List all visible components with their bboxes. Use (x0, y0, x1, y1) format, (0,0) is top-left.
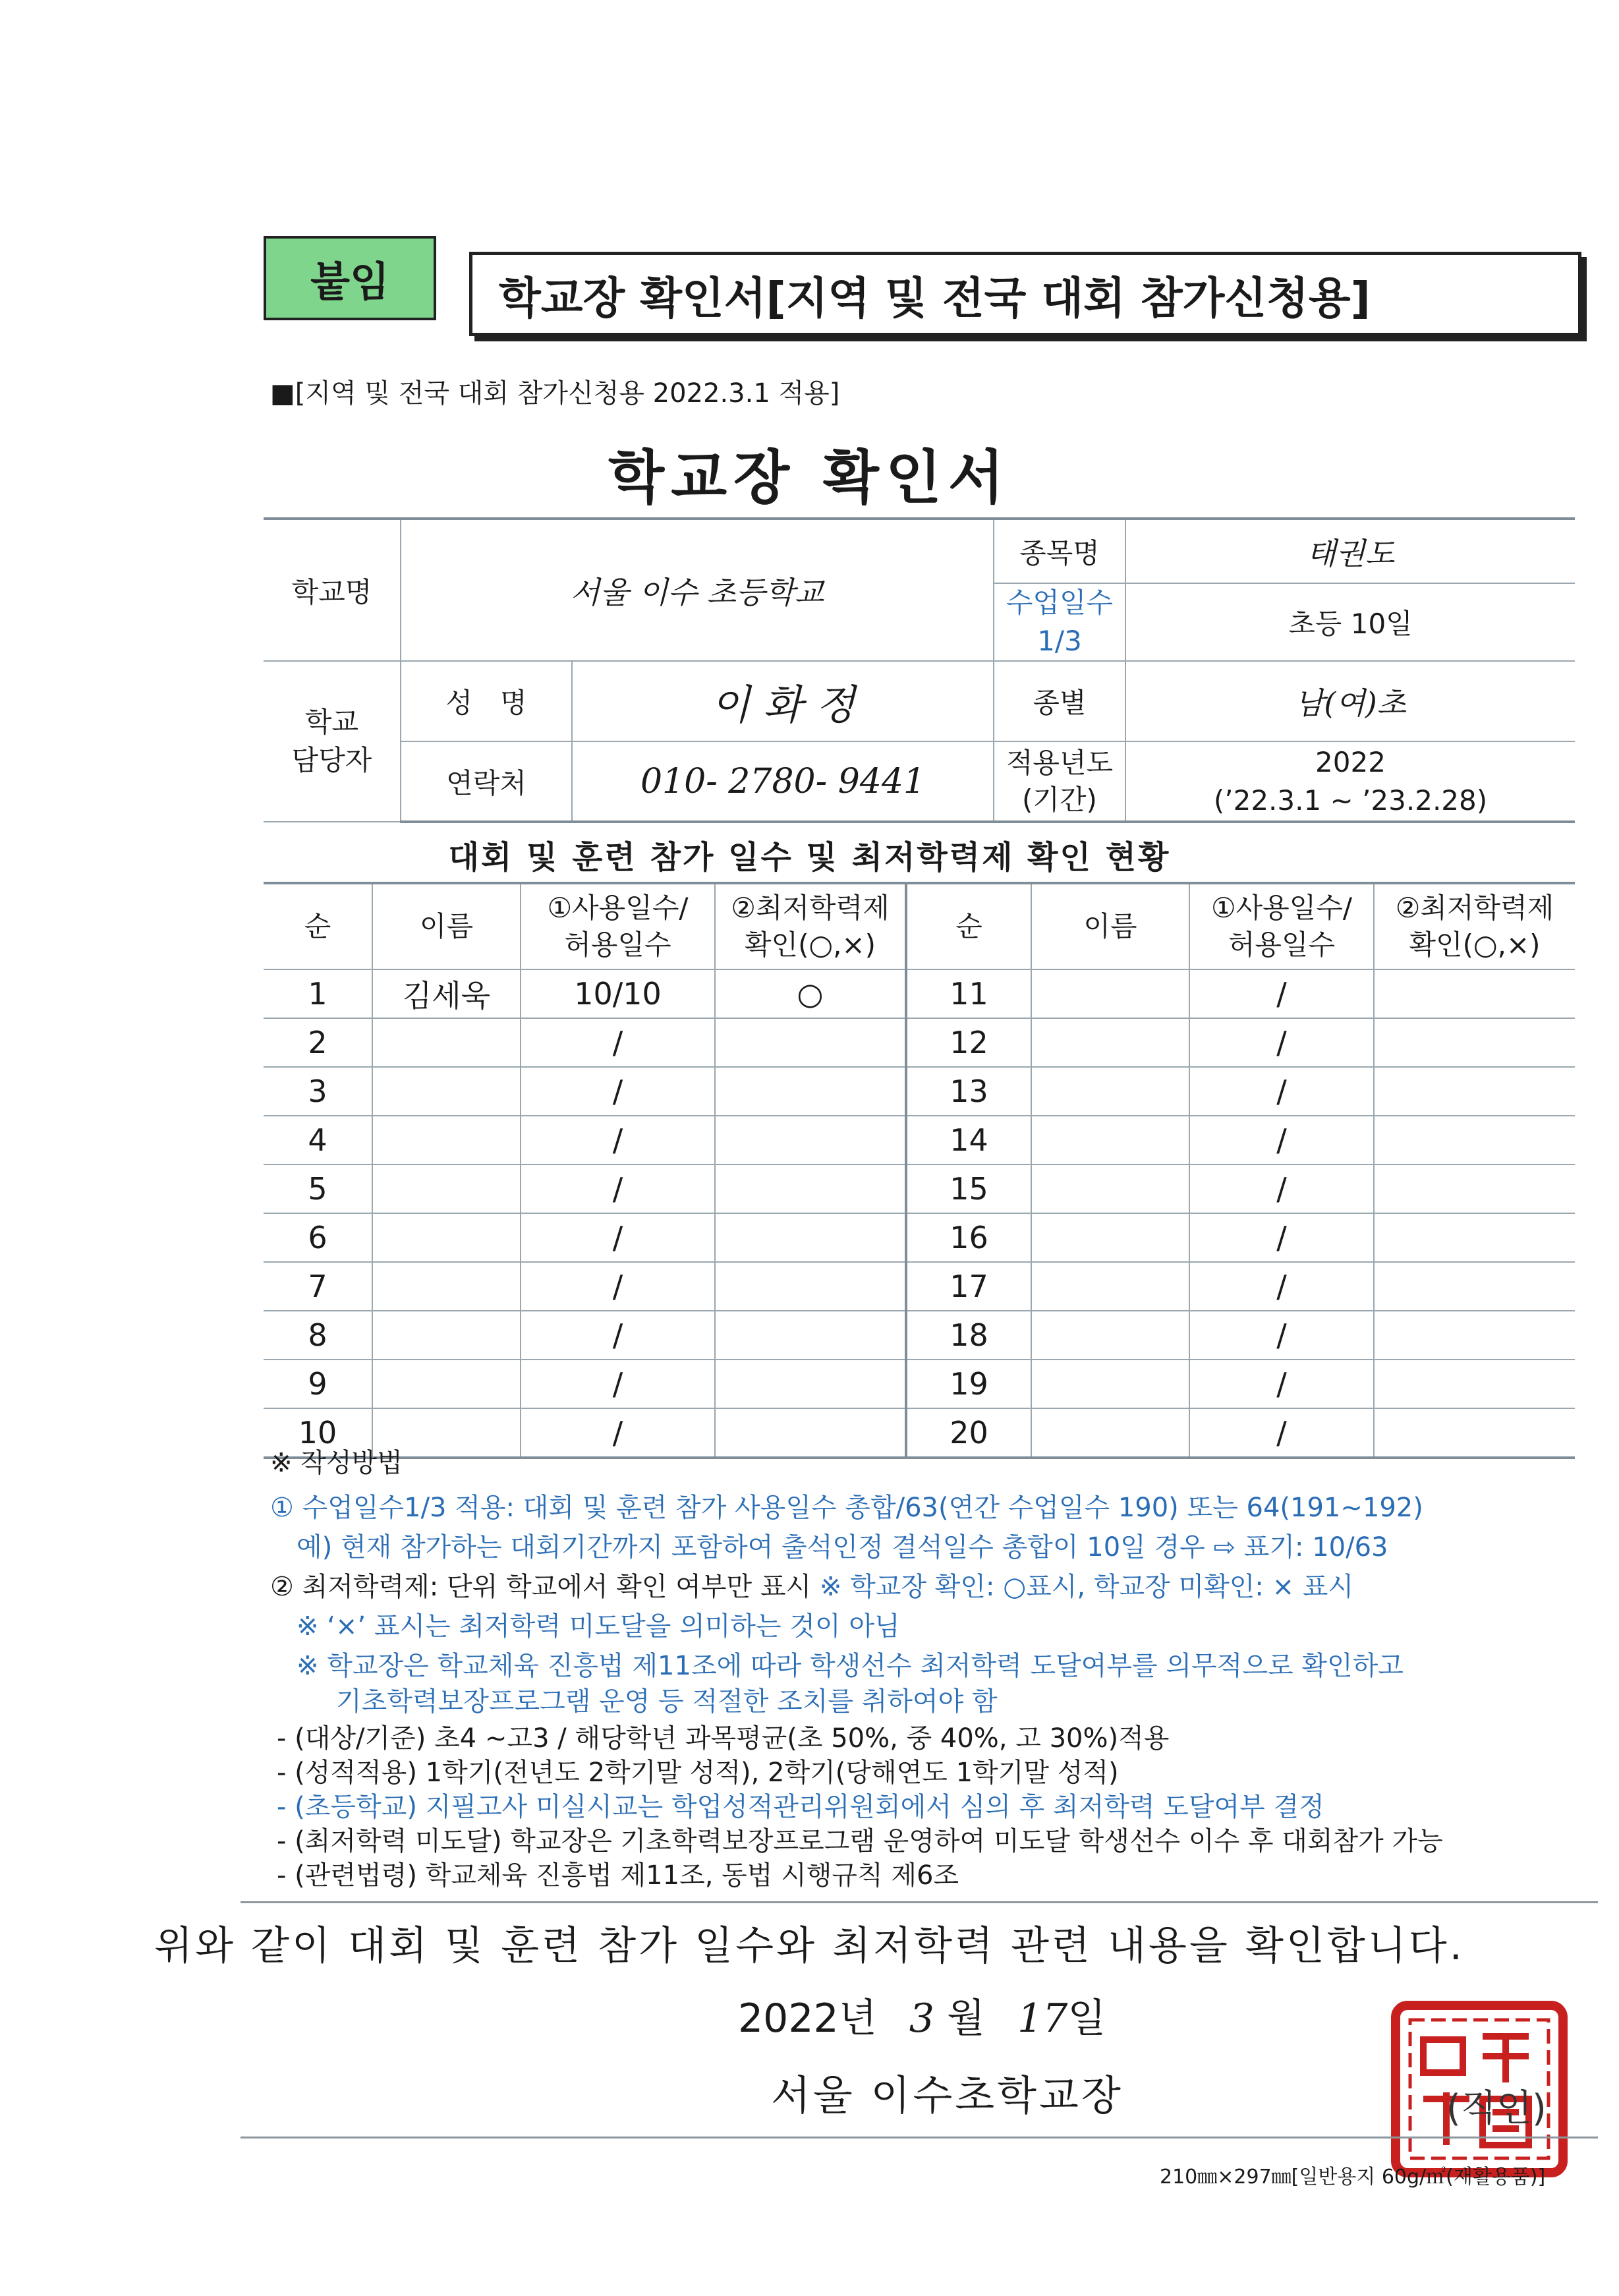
row-name (372, 1262, 521, 1311)
row-check-right (1374, 969, 1575, 1018)
row-name-right (1031, 1360, 1189, 1408)
method-line-3 (270, 1567, 1353, 1607)
table-row (264, 1262, 1575, 1311)
divider-top (241, 1901, 1598, 1903)
contact-value: 010- 2780- 9441 (572, 741, 994, 822)
date-month-unit: 월 (947, 1995, 985, 2042)
row-no-right: 12 (906, 1018, 1031, 1067)
row-days: / (521, 1360, 715, 1408)
apply-note: ■[지역 및 전국 대회 참가신청용 2022.3.1 적용] (270, 378, 840, 409)
row-days-right: / (1189, 1213, 1374, 1262)
header-check-right-1: ②최저학력제 (1395, 892, 1554, 924)
header-days-2: 허용일수 (564, 929, 671, 961)
table-row (264, 1067, 1575, 1116)
principal-name: 서울 이수초학교장 (771, 2071, 1123, 2119)
type-label: 종별 (994, 661, 1125, 741)
row-no: 7 (264, 1262, 372, 1311)
event-value: 태권도 (1125, 519, 1575, 583)
header-check-right (1374, 883, 1575, 969)
row-no-right: 17 (906, 1262, 1031, 1311)
row-days-right: / (1189, 1311, 1374, 1360)
method-line-10: - (최저학력 미도달) 학교장은 기초학력보장프로그램 운영하여 미도달 학생선수 이수 후 대회참가 가능 (277, 1826, 1443, 1856)
row-name-right (1031, 1213, 1189, 1262)
row-check-right (1374, 1164, 1575, 1213)
row-days: / (521, 1116, 715, 1164)
row-days: / (521, 1067, 715, 1116)
header-name: 이름 (372, 883, 521, 969)
name-value: 이 화 정 (572, 661, 994, 741)
row-days: 10/10 (521, 969, 715, 1018)
row-days: / (521, 1018, 715, 1067)
row-name (372, 1311, 521, 1360)
header-check-right-2: 확인(○,×) (1409, 929, 1541, 961)
row-no: 2 (264, 1018, 372, 1067)
row-check-right (1374, 1018, 1575, 1067)
table-row (264, 1164, 1575, 1213)
class-days-label-1: 수업일수 (1006, 587, 1114, 619)
info-table (264, 517, 1575, 823)
type-value: 남(여)초 (1125, 661, 1575, 741)
row-name (372, 1213, 521, 1262)
class-days-label (994, 583, 1125, 661)
row-check (715, 1018, 906, 1067)
header-days-right-2: 허용일수 (1228, 929, 1336, 961)
row-no: 8 (264, 1311, 372, 1360)
year-value (1125, 741, 1575, 822)
header-check (715, 883, 906, 969)
header-days-1: ①사용일수/ (547, 892, 689, 924)
table-row (264, 1018, 1575, 1067)
row-check-right (1374, 1213, 1575, 1262)
row-no: 1 (264, 969, 372, 1018)
row-no-right: 19 (906, 1360, 1031, 1408)
year-label-1: 적용년도 (1006, 746, 1114, 779)
row-days-right: / (1189, 1164, 1374, 1213)
row-no-right: 18 (906, 1311, 1031, 1360)
attachment-tag: 붙임 (264, 236, 436, 320)
date-day-unit: 일 (1067, 1995, 1106, 2042)
event-label: 종목명 (994, 519, 1125, 583)
participation-grid (264, 882, 1575, 1459)
table-row (264, 1408, 1575, 1458)
row-check (715, 1067, 906, 1116)
row-check-right (1374, 1408, 1575, 1458)
method-line-9: - (초등학교) 지필고사 미실시교는 학업성적관리위원회에서 심의 후 최저학력 도달여부 결정 (277, 1792, 1324, 1822)
school-value: 서울 이수 초등학교 (401, 519, 994, 661)
row-name-right (1031, 1067, 1189, 1116)
header-no-right: 순 (906, 883, 1031, 969)
header-check-2: 확인(○,×) (744, 929, 876, 961)
year-value-1: 2022 (1315, 745, 1386, 778)
row-no-right: 14 (906, 1116, 1031, 1164)
paper-spec: 210㎜×297㎜[일반용지 60g/㎡(재활용품)] (1160, 2166, 1546, 2189)
row-days: / (521, 1408, 715, 1458)
row-check (715, 1311, 906, 1360)
header-name-right: 이름 (1031, 883, 1189, 969)
table-row (264, 1360, 1575, 1408)
row-no-right: 20 (906, 1408, 1031, 1458)
row-name-right (1031, 969, 1189, 1018)
row-days: / (521, 1262, 715, 1311)
row-check (715, 1262, 906, 1311)
row-check-right (1374, 1311, 1575, 1360)
name-label: 성 명 (401, 661, 572, 741)
row-name-right (1031, 1408, 1189, 1458)
row-no: 6 (264, 1213, 372, 1262)
row-check-right (1374, 1262, 1575, 1311)
row-check-right (1374, 1360, 1575, 1408)
row-no-right: 13 (906, 1067, 1031, 1116)
confirm-text: 위와 같이 대회 및 훈련 참가 일수와 최저학력 관련 내용을 확인합니다. (154, 1923, 1465, 1969)
row-no: 9 (264, 1360, 372, 1408)
row-no-right: 16 (906, 1213, 1031, 1262)
date-year: 2022년 (738, 1995, 877, 2042)
header-check-1: ②최저학력제 (731, 892, 890, 924)
contact-label: 연락처 (401, 741, 572, 822)
table-row (264, 1213, 1575, 1262)
year-label (994, 741, 1125, 822)
method-line-4: ※ ‘×’ 표시는 최저학력 미도달을 의미하는 것이 아님 (297, 1611, 900, 1642)
row-name-right (1031, 1311, 1189, 1360)
table-row (264, 1116, 1575, 1164)
row-days-right: / (1189, 1262, 1374, 1311)
divider-bottom (241, 2137, 1598, 2138)
row-days-right: / (1189, 1067, 1374, 1116)
row-name (372, 1018, 521, 1067)
method-line-8: - (성적적용) 1학기(전년도 2학기말 성적), 2학기(당해연도 1학기말 성적) (277, 1758, 1119, 1788)
header-title: 학교장 확인서[지역 및 전국 대회 참가신청용] (499, 272, 1371, 324)
method-line-3a: ② 최저학력제: 단위 학교에서 확인 여부만 표시 (270, 1572, 812, 1602)
row-name (372, 1067, 521, 1116)
method-line-6: 기초학력보장프로그램 운영 등 적절한 조치를 취하여야 함 (336, 1686, 998, 1717)
row-no: 5 (264, 1164, 372, 1213)
row-check-right (1374, 1067, 1575, 1116)
method-line-7: - (대상/기준) 초4 ~고3 / 해당학년 과목평균(초 50%, 중 40%, 고 30%)적용 (277, 1723, 1170, 1754)
manager-label-2: 담당자 (291, 744, 372, 776)
row-name (372, 1116, 521, 1164)
header-days (521, 883, 715, 969)
date-day: 17 (1017, 1995, 1068, 2042)
row-no: 10 (264, 1408, 372, 1458)
row-name-right (1031, 1164, 1189, 1213)
method-line-5: ※ 학교장은 학교체육 진흥법 제11조에 따라 학생선수 최저학력 도달여부를 의무적으로 확인하고 (297, 1651, 1404, 1681)
row-check (715, 1116, 906, 1164)
row-no-right: 11 (906, 969, 1031, 1018)
date-month: 3 (909, 1995, 934, 2042)
method-line-11: - (관련법령) 학교체육 진흥법 제11조, 동법 시행규칙 제6조 (277, 1860, 959, 1891)
section-title: 대회 및 훈련 참가 일수 및 최저학력제 확인 현황 (448, 839, 1171, 876)
row-days-right: / (1189, 1018, 1374, 1067)
document-title: 학교장 확인서 (608, 444, 1011, 511)
row-no: 4 (264, 1116, 372, 1164)
row-days-right: / (1189, 1116, 1374, 1164)
table-row (264, 969, 1575, 1018)
row-no: 3 (264, 1067, 372, 1116)
row-name (372, 1360, 521, 1408)
manager-label (264, 661, 401, 822)
issue-date (738, 1987, 1106, 2044)
row-check (715, 1164, 906, 1213)
row-days-right: / (1189, 969, 1374, 1018)
header-days-right-1: ①사용일수/ (1210, 892, 1353, 924)
method-line-3b: ※ 학교장 확인: ○표시, 학교장 미확인: × 표시 (819, 1572, 1354, 1602)
row-no-right: 15 (906, 1164, 1031, 1213)
method-line-1: ① 수업일수1/3 적용: 대회 및 훈련 참가 사용일수 총합/63(연간 수업일수 190) 또는 64(191~192) (270, 1493, 1423, 1523)
row-name: 김세욱 (372, 969, 521, 1018)
header-no: 순 (264, 883, 372, 969)
seal-label: (직인) (1446, 2087, 1547, 2130)
year-label-2: (기간) (1022, 783, 1097, 816)
class-days-value: 초등 10일 (1125, 583, 1575, 661)
row-name-right (1031, 1262, 1189, 1311)
row-check-right (1374, 1116, 1575, 1164)
row-check (715, 1408, 906, 1458)
row-days-right: / (1189, 1408, 1374, 1458)
school-label: 학교명 (264, 519, 401, 661)
manager-label-1: 학교 (304, 706, 359, 738)
row-days: / (521, 1311, 715, 1360)
method-line-2: 예) 현재 참가하는 대회기간까지 포함하여 출석인정 결석일수 총합이 10일 경우 ⇨ 표기: 10/63 (297, 1532, 1388, 1563)
row-days: / (521, 1164, 715, 1213)
row-check: ○ (715, 969, 906, 1018)
header-title-box (469, 252, 1581, 336)
year-value-2: (’22.3.1 ~ ’23.2.28) (1213, 784, 1488, 817)
method-heading: ※ 작성방법 (270, 1448, 403, 1478)
row-name (372, 1164, 521, 1213)
row-name-right (1031, 1018, 1189, 1067)
row-name-right (1031, 1116, 1189, 1164)
row-days: / (521, 1213, 715, 1262)
row-check (715, 1360, 906, 1408)
row-check (715, 1213, 906, 1262)
table-row (264, 1311, 1575, 1360)
row-days-right: / (1189, 1360, 1374, 1408)
grid-header-row (264, 883, 1575, 969)
header-days-right (1189, 883, 1374, 969)
class-days-label-2: 1/3 (1037, 625, 1082, 657)
